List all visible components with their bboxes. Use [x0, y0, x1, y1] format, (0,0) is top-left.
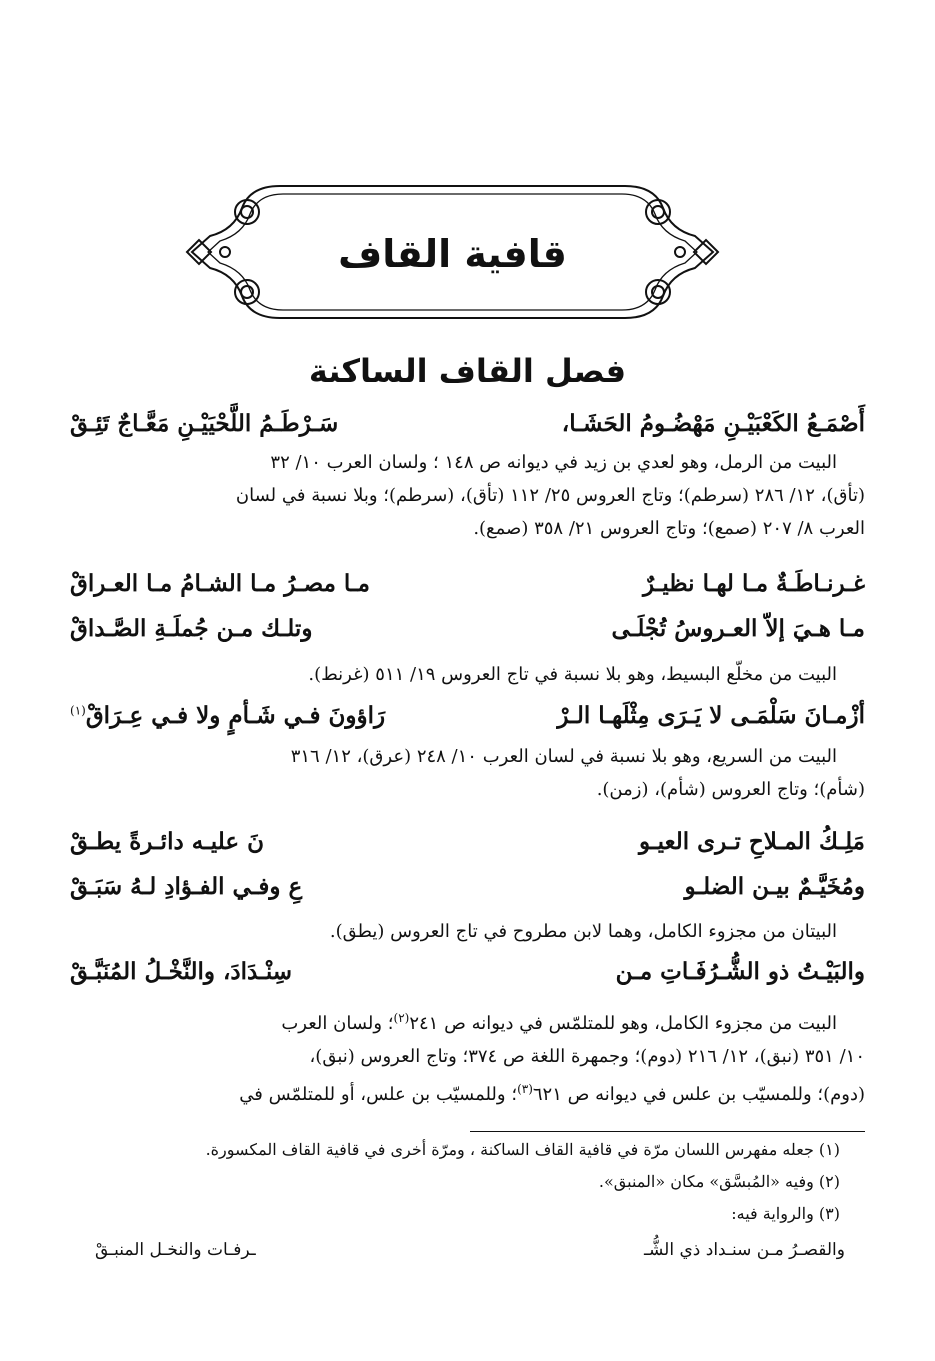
footnote-verse-first-hemistich: والقصـرُ مـن سنـداد ذي الشُّـ [644, 1240, 845, 1260]
commentary-5 [70, 1002, 865, 1111]
footnote-ref-1: (١) [70, 703, 86, 718]
verse-3 [70, 615, 865, 653]
section-title: فصل القاف الساكنة [308, 352, 627, 390]
verse-5-first-hemistich: مَلِـكُ المـلاحِ تـرى العيـو [639, 828, 865, 855]
commentary-3 [70, 740, 865, 806]
commentary-1 [70, 446, 865, 545]
footnote-rule [470, 1131, 865, 1132]
verse-3-second-hemistich: وتلـك مـن جُملَـةِ الصَّـداقْ [70, 615, 313, 642]
verse-3-first-hemistich: مـا هـيَ إلاّ العـروسُ تُجْلَـى [611, 615, 865, 642]
commentary-line: (دوم)؛ وللمسيّب بن علس في ديوانه ص ٦٢١$^{(٣)}$؛ وللمسيّب بن علس، أو للمتلمّس في [239, 1082, 865, 1105]
commentary-4 [70, 915, 865, 948]
verse-2-first-hemistich: غـرنـاطَـةٌ مـا لهـا نظيـرٌ [642, 570, 865, 597]
verse-1-second-hemistich: سَـرْطَـمُ اللَّحْيَيْـنِ مَعَّـاجٌ تَئِـقْ [70, 410, 339, 437]
commentary-line: (شأم)؛ وتاج العروس (شأم)، (زمن). [596, 779, 865, 800]
commentary-line: (تأق)، ١٢/ ٢٨٦ (سرطم)؛ وتاج العروس ٢٥/ ١١٢ (تأق)، (سرطم)؛ وبلا نسبة في لسان [235, 485, 865, 506]
verse-7 [70, 958, 865, 996]
footnote-ref-3: (٣) [517, 1082, 533, 1096]
verse-2 [70, 570, 865, 608]
verse-7-first-hemistich: والبَيْـتُ ذو الشُّـرُفَـاتِ مـن [615, 958, 865, 985]
footnote-ref-2: (٢) [393, 1011, 410, 1025]
commentary-line: البيتان من مجزوء الكامل، وهما لابن مطروح في تاج العروس (يطق). [329, 921, 837, 942]
commentary-line: ١٠/ ٣٥١ (نبق)، ١٢/ ٢١٦ (دوم)؛ وجمهرة اللغة ص ٣٧٤؛ وتاج العروس (نبق)، [309, 1046, 865, 1067]
commentary-line: العرب ٨/ ٢٠٧ (صمع)؛ وتاج العروس ٢١/ ٣٥٨ (صمع). [473, 518, 865, 539]
verse-4-first-hemistich: أزْمـانَ سَلْمَـى لا يَـرَى مِثْلَهـا الـرْ [557, 702, 865, 729]
title-frame [185, 178, 720, 326]
footnote-3: (٣) والرواية فيه: [731, 1204, 840, 1223]
verse-4 [70, 702, 865, 740]
commentary-line: البيت من الرمل، وهو لعدي بن زيد في ديوانه ص ١٤٨ ؛ ولسان العرب ١٠/ ٣٢ [270, 452, 837, 473]
footnote-2: (٢) وفيه «المُبسَّق» مكان «المنبق». [598, 1172, 840, 1191]
verse-6 [70, 873, 865, 911]
footnote-1: (١) جعله مفهرس اللسان مرّة في قافية القاف الساكنة ، ومرّة أخرى في قافية القاف المكسورة. [205, 1140, 840, 1159]
verse-1 [70, 410, 865, 448]
rhyme-title: قافية القاف [338, 232, 567, 276]
commentary-line: البيت من مجزوء الكامل، وهو للمتلمّس في ديوانه ص ٢٤١$^{(٢)}$؛ ولسان العرب [281, 1011, 837, 1034]
verse-6-first-hemistich: ومُخَيَّـمٌ بيـن الضلـو [684, 873, 865, 900]
commentary-2 [70, 658, 865, 691]
verse-1-first-hemistich: أَصْمَـعُ الكَعْبَيْـنِ مَهْضُـومُ الحَشَـا، [561, 410, 865, 437]
verse-2-second-hemistich: مـا مصـرُ مـا الشـامُ مـا العـراقْ [70, 570, 370, 597]
verse-7-second-hemistich: سِنْـدَادَ، والنَّخْـلُ المُنَبَّـقْ [70, 958, 293, 985]
footnote-3-verse [95, 1240, 845, 1268]
verse-4-second-hemistich: رَاؤونَ فـي شَـأمٍ ولا فـي عِـرَاقْ$^{(١)}$ [70, 702, 386, 729]
verse-6-second-hemistich: عِ وفـي الفـؤادِ لـهُ سَبَـقْ [70, 873, 303, 900]
verse-5-second-hemistich: نَ عليـه دائـرةً يطـقْ [70, 828, 264, 855]
verse-5 [70, 828, 865, 866]
commentary-line: البيت من السريع، وهو بلا نسبة في لسان العرب ١٠/ ٢٤٨ (عرق)، ١٢/ ٣١٦ [290, 746, 837, 767]
footnote-verse-second-hemistich: ـرفـات والنخـل المنبـقْ [95, 1240, 256, 1260]
commentary-line: البيت من مخلّع البسيط، وهو بلا نسبة في تاج العروس ١٩/ ٥١١ (غرنط). [308, 664, 837, 685]
